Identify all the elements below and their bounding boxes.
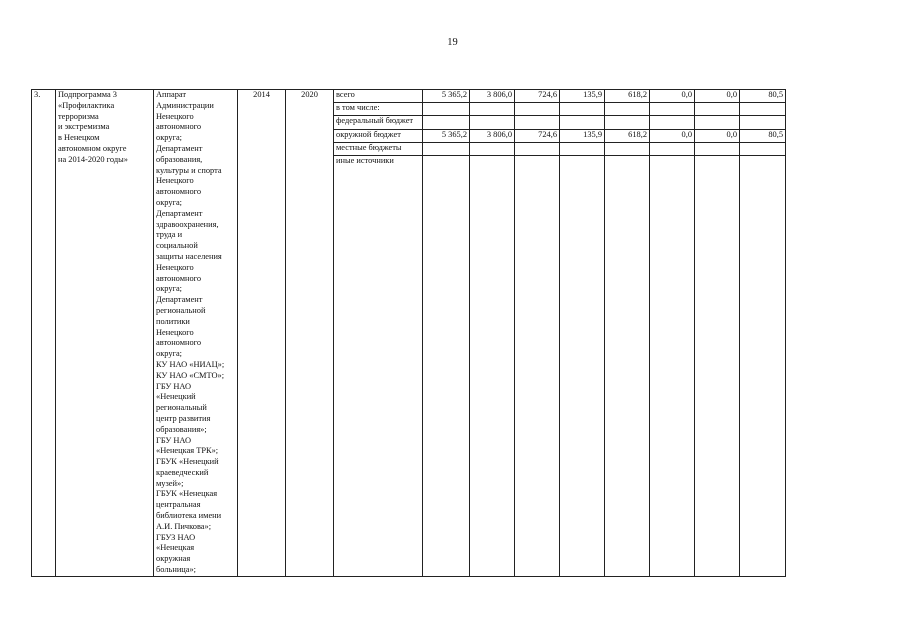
value-cell: 724,6 xyxy=(515,90,560,103)
value-cell xyxy=(423,103,470,116)
value-cell: 5 365,2 xyxy=(423,129,470,142)
value-cell xyxy=(695,155,740,576)
executor-line: А.И. Пичкова»; xyxy=(156,521,212,531)
executor-line: музей»; xyxy=(156,478,184,488)
executor-line: ГБУ НАО xyxy=(156,435,192,445)
program-name-line: «Профилактика xyxy=(58,100,115,110)
value-cell xyxy=(605,116,650,129)
executor-line: больница»; xyxy=(156,565,197,575)
value-cell xyxy=(423,142,470,155)
value-cell: 3 806,0 xyxy=(470,129,515,142)
value-cell xyxy=(515,103,560,116)
executor-line: защиты населения xyxy=(156,251,222,261)
funding-source-cell: всего xyxy=(334,90,423,103)
executor-line: здравоохранения, xyxy=(156,219,219,229)
executor-line: «Ненецкая xyxy=(156,543,195,553)
value-cell xyxy=(470,142,515,155)
funding-source-cell: иные источники xyxy=(334,155,423,576)
executor-line: автономного xyxy=(156,122,202,132)
executor-line: культуры и спорта xyxy=(156,165,222,175)
executor-line: автономного xyxy=(156,338,202,348)
value-cell xyxy=(740,155,786,576)
executor-line: региональный xyxy=(156,403,207,413)
value-cell xyxy=(605,142,650,155)
value-cell xyxy=(650,116,695,129)
value-cell xyxy=(560,103,605,116)
value-cell xyxy=(695,142,740,155)
executor-line: Департамент xyxy=(156,208,203,218)
value-cell xyxy=(560,155,605,576)
year-start-cell: 2014 xyxy=(238,90,286,577)
value-cell: 0,0 xyxy=(695,90,740,103)
value-cell: 0,0 xyxy=(650,129,695,142)
value-cell xyxy=(470,103,515,116)
value-cell: 80,5 xyxy=(740,129,786,142)
funding-source-cell: федеральный бюджет xyxy=(334,116,423,129)
funding-source-cell: окружной бюджет xyxy=(334,129,423,142)
value-cell xyxy=(470,155,515,576)
value-cell: 0,0 xyxy=(695,129,740,142)
value-cell: 135,9 xyxy=(560,90,605,103)
program-name-line: в Ненецком xyxy=(58,133,100,143)
executor-line: библиотека имени xyxy=(156,511,222,521)
executor-line: Администрации xyxy=(156,100,214,110)
executor-line: ГБУК «Ненецкая xyxy=(156,489,218,499)
executor-line: политики xyxy=(156,316,190,326)
executor-line: Ненецкого xyxy=(156,262,194,272)
executor-line: Ненецкого xyxy=(156,176,194,186)
program-name-line: на 2014-2020 годы» xyxy=(58,154,128,164)
executors-cell xyxy=(154,90,238,577)
executor-line: КУ НАО «СМТО»; xyxy=(156,370,225,380)
executor-line: автономного xyxy=(156,273,202,283)
value-cell xyxy=(695,116,740,129)
executor-line: ГБУК «Ненецкий xyxy=(156,457,219,467)
value-cell xyxy=(740,142,786,155)
executors-list xyxy=(156,90,235,576)
value-cell xyxy=(470,116,515,129)
value-cell xyxy=(423,155,470,576)
executor-line: ГБУ НАО xyxy=(156,381,192,391)
value-cell: 618,2 xyxy=(605,129,650,142)
executor-line: Департамент xyxy=(156,295,203,305)
executor-line: Аппарат xyxy=(156,90,187,99)
program-name-line: Подпрограмма 3 xyxy=(58,90,117,99)
executor-line: автономного xyxy=(156,187,202,197)
executor-line: округа; xyxy=(156,133,182,143)
executor-line: окружная xyxy=(156,554,191,564)
executor-line: региональной xyxy=(156,305,206,315)
executor-line: образования, xyxy=(156,154,203,164)
executor-line: труда и xyxy=(156,230,183,240)
value-cell xyxy=(423,116,470,129)
executor-line: «Ненецкий xyxy=(156,392,196,402)
executor-line: «Ненецкая ТРК»; xyxy=(156,446,219,456)
value-cell xyxy=(515,155,560,576)
table-row xyxy=(32,90,786,103)
value-cell xyxy=(695,103,740,116)
value-cell xyxy=(515,116,560,129)
program-name-cell xyxy=(56,90,154,577)
row-index-cell: 3. xyxy=(32,90,56,577)
value-cell: 3 806,0 xyxy=(470,90,515,103)
executor-line: ГБУЗ НАО xyxy=(156,532,196,542)
executor-line: социальной xyxy=(156,241,198,251)
value-cell: 724,6 xyxy=(515,129,560,142)
value-cell xyxy=(650,103,695,116)
value-cell xyxy=(650,155,695,576)
value-cell xyxy=(740,116,786,129)
program-table xyxy=(31,89,786,577)
value-cell xyxy=(515,142,560,155)
program-name-line: терроризма xyxy=(58,111,99,121)
executor-line: Ненецкого xyxy=(156,111,194,121)
funding-source-cell: в том числе: xyxy=(334,103,423,116)
executor-line: КУ НАО «НИАЦ»; xyxy=(156,359,225,369)
value-cell: 0,0 xyxy=(650,90,695,103)
executor-line: образования»; xyxy=(156,424,207,434)
program-name xyxy=(58,90,151,166)
value-cell: 80,5 xyxy=(740,90,786,103)
value-cell xyxy=(605,155,650,576)
value-cell: 135,9 xyxy=(560,129,605,142)
executor-line: центр развития xyxy=(156,413,211,423)
year-end-cell: 2020 xyxy=(286,90,334,577)
executor-line: центральная xyxy=(156,500,201,510)
value-cell: 618,2 xyxy=(605,90,650,103)
executor-line: краеведческий xyxy=(156,467,209,477)
executor-line: округа; xyxy=(156,349,182,359)
value-cell xyxy=(560,116,605,129)
value-cell xyxy=(560,142,605,155)
value-cell xyxy=(740,103,786,116)
value-cell xyxy=(605,103,650,116)
executor-line: округа; xyxy=(156,284,182,294)
program-name-line: автономном округе xyxy=(58,143,127,153)
page-number: 19 xyxy=(447,37,458,48)
funding-source-cell: местные бюджеты xyxy=(334,142,423,155)
executor-line: округа; xyxy=(156,197,182,207)
executor-line: Департамент xyxy=(156,143,203,153)
value-cell: 5 365,2 xyxy=(423,90,470,103)
program-name-line: и экстремизма xyxy=(58,122,110,132)
executor-line: Ненецкого xyxy=(156,327,194,337)
value-cell xyxy=(650,142,695,155)
